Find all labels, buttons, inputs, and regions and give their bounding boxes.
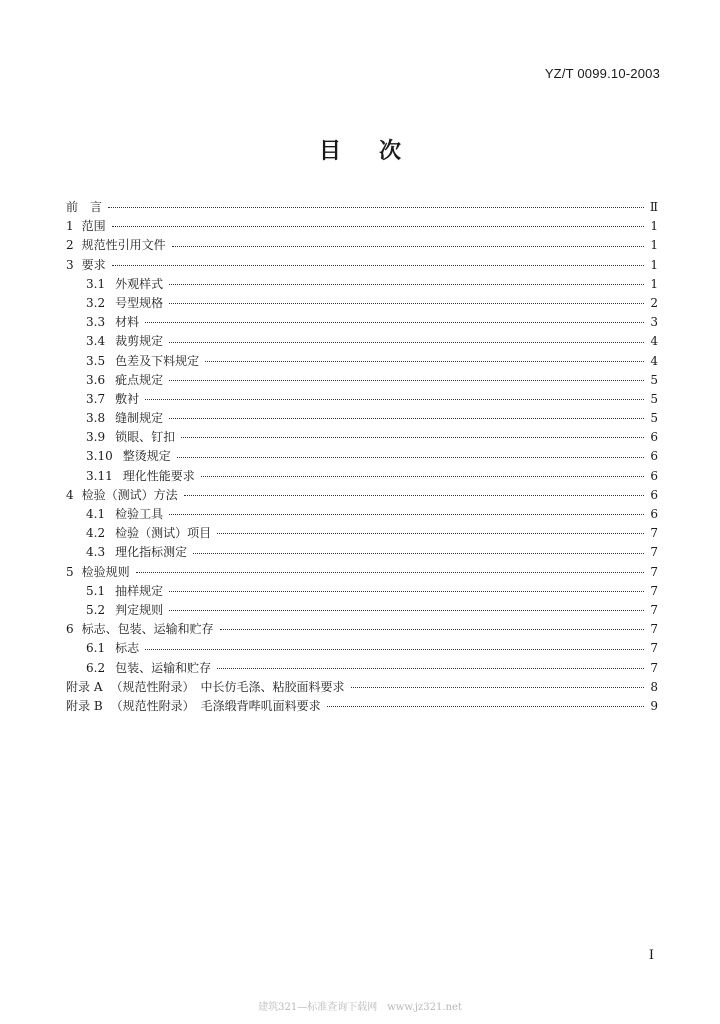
toc-entry[interactable] — [66, 467, 658, 486]
toc-dot-leader — [169, 591, 644, 592]
toc-entry[interactable] — [66, 582, 658, 601]
toc-entry-label: 理化指标测定 — [115, 545, 188, 560]
toc-entry-label: 范围 — [81, 219, 106, 234]
toc-entry-page: 7 — [650, 583, 658, 598]
toc-entry-number: 6 — [66, 622, 74, 637]
toc-entry[interactable] — [66, 409, 658, 428]
toc-entry-label: 判定规则 — [115, 602, 164, 617]
toc-entry-number: 3.9 — [86, 430, 106, 445]
standard-code: YZ/T 0099.10-2003 — [544, 66, 660, 81]
toc-entry-label: 要求 — [81, 257, 106, 272]
toc-entry-number: 5.2 — [86, 602, 106, 617]
toc-entry[interactable] — [66, 332, 658, 351]
toc-entry-label: 锁眼、钉扣 — [115, 430, 176, 445]
toc-entry-number: 3.2 — [86, 295, 106, 310]
toc-entry-page: 6 — [650, 430, 658, 445]
toc-dot-leader — [184, 495, 644, 496]
toc-dot-leader — [193, 553, 644, 554]
toc-dot-leader — [351, 687, 645, 688]
toc-entry-label: 色差及下料规定 — [115, 353, 200, 368]
toc-entry[interactable] — [66, 236, 658, 255]
toc-dot-leader — [136, 572, 644, 573]
toc-dot-leader — [169, 418, 644, 419]
toc-entry-number: 4.1 — [86, 507, 106, 521]
toc-dot-leader — [145, 322, 644, 323]
toc-entry-label: （规范性附录） 中长仿毛涤、粘胶面料要求 — [110, 679, 345, 694]
toc-entry-label: 检验工具 — [115, 507, 164, 521]
toc-entry-page: 7 — [650, 641, 658, 656]
toc-dot-leader — [217, 533, 644, 534]
toc-entry-label: 号型规格 — [115, 295, 164, 310]
toc-entry-label: 标志、包装、运输和贮存 — [81, 622, 214, 637]
toc-entry-number: 4.2 — [86, 526, 106, 541]
toc-entry-page: 7 — [650, 564, 658, 579]
toc-entry-page: 7 — [650, 545, 658, 560]
toc-entry-page: 6 — [650, 449, 658, 464]
toc-entry-number: 5 — [66, 564, 74, 579]
toc-dot-leader — [217, 668, 644, 669]
toc-entry-label: 检验（测试）项目 — [115, 526, 212, 541]
toc-entry-page: 1 — [650, 219, 658, 234]
toc-dot-leader — [169, 303, 644, 304]
toc-entry-number: 3.1 — [86, 276, 106, 291]
toc-entry-number: 3.6 — [86, 372, 106, 387]
toc-entry[interactable] — [66, 447, 658, 466]
toc-entry-page: 7 — [650, 526, 658, 541]
toc-entry-label: 检验规则 — [81, 564, 130, 579]
toc-entry[interactable] — [66, 678, 658, 697]
toc-entry[interactable] — [66, 352, 658, 371]
toc-dot-leader — [169, 342, 644, 343]
toc-entry-label: 检验（测试）方法 — [81, 487, 178, 502]
toc-entry-label: 外观样式 — [115, 276, 164, 291]
toc-entry[interactable] — [66, 486, 658, 505]
toc-dot-leader — [220, 629, 644, 630]
toc-entry-label: 敷衬 — [115, 391, 140, 406]
toc-entry-page: 5 — [650, 411, 658, 426]
toc-entry-page: 6 — [650, 468, 658, 483]
toc-entry-page: 4 — [650, 334, 658, 349]
toc-entry-number: 3.4 — [86, 334, 106, 349]
toc-entry-number: 2 — [66, 238, 74, 253]
toc-entry-number: 3 — [66, 257, 74, 272]
toc-entry-label: 理化性能要求 — [122, 468, 195, 483]
toc-entry[interactable] — [66, 390, 658, 409]
page-number: I — [648, 948, 654, 963]
toc-entry-page: 6 — [650, 487, 658, 502]
toc-entry-label: 缝制规定 — [115, 411, 164, 426]
toc-entry-label: 整烫规定 — [122, 449, 171, 464]
toc-entry-label: 规范性引用文件 — [81, 238, 166, 253]
toc-dot-leader — [108, 207, 644, 208]
toc-entry-label: 包装、运输和贮存 — [115, 660, 212, 675]
toc-entry-label: 疵点规定 — [115, 372, 164, 387]
toc-dot-leader — [169, 514, 644, 515]
toc-entry-label: （规范性附录） 毛涤缎背哔叽面料要求 — [110, 698, 321, 713]
toc-dot-leader — [145, 399, 644, 400]
toc-entry-number: 5.1 — [86, 583, 106, 598]
toc-dot-leader — [112, 226, 644, 227]
toc-entry[interactable] — [66, 543, 658, 562]
toc-entry-number: 附录 A — [66, 679, 103, 694]
toc-entry[interactable] — [66, 601, 658, 620]
toc-entry[interactable] — [66, 639, 658, 658]
page-title: 目次 — [318, 139, 439, 164]
toc-dot-leader — [177, 457, 644, 458]
toc-entry[interactable] — [66, 256, 658, 275]
watermark: 建筑321—标准查询下载网 www.jz321.net — [258, 1002, 462, 1013]
toc-dot-leader — [201, 476, 644, 477]
toc-entry-label: 抽样规定 — [115, 583, 164, 598]
toc-entry-number: 3.3 — [86, 315, 106, 330]
toc-entry-number: 3.11 — [86, 468, 113, 483]
toc-entry-page: Ⅱ — [649, 200, 658, 214]
toc-entry-page: 7 — [650, 602, 658, 617]
toc-dot-leader — [112, 265, 644, 266]
toc-dot-leader — [172, 246, 644, 247]
toc-entry[interactable] — [66, 275, 658, 294]
toc-dot-leader — [205, 361, 644, 362]
toc-entry-page: 8 — [650, 679, 658, 694]
toc-entry-page: 1 — [650, 276, 658, 291]
toc-dot-leader — [169, 284, 644, 285]
toc-entry-page: 9 — [650, 698, 658, 713]
toc-dot-leader — [169, 610, 644, 611]
toc-entry-page: 1 — [650, 238, 658, 253]
toc-entry-page: 7 — [650, 622, 658, 637]
toc-entry[interactable] — [66, 505, 658, 524]
toc-entry-number: 6.2 — [86, 660, 106, 675]
toc-dot-leader — [169, 380, 644, 381]
toc-dot-leader — [327, 706, 644, 707]
toc-entry-label: 材料 — [115, 315, 140, 330]
toc-entry-page: 1 — [650, 257, 658, 272]
toc-entry-page: 7 — [650, 660, 658, 675]
toc-dot-leader — [181, 437, 644, 438]
toc-entry-page: 3 — [650, 315, 658, 330]
toc-entry-number: 3.7 — [86, 391, 106, 406]
toc-entry[interactable] — [66, 659, 658, 678]
toc-entry-page: 2 — [650, 295, 658, 310]
toc-entry-page: 5 — [650, 372, 658, 387]
toc-entry[interactable] — [66, 524, 658, 543]
toc-entry[interactable] — [66, 371, 658, 390]
toc-entry-number: 3.10 — [86, 449, 113, 464]
toc-entry-number: 4 — [66, 487, 74, 502]
toc-entry-page: 6 — [650, 507, 658, 521]
toc-entry[interactable] — [66, 313, 658, 332]
toc-entry[interactable] — [66, 428, 658, 447]
toc-dot-leader — [145, 649, 644, 650]
toc-entry[interactable] — [66, 697, 658, 716]
toc-entry[interactable] — [66, 620, 658, 639]
toc-entry-label: 前 言 — [66, 200, 103, 214]
toc-entry-label: 裁剪规定 — [115, 334, 164, 349]
toc-entry-number: 1 — [66, 219, 74, 234]
toc-entry[interactable] — [66, 198, 658, 217]
toc-entry-label: 标志 — [115, 641, 140, 656]
toc-entry-number: 3.5 — [86, 353, 106, 368]
table-of-contents — [66, 198, 658, 716]
toc-entry[interactable] — [66, 294, 658, 313]
toc-entry[interactable] — [66, 217, 658, 236]
toc-entry-number: 附录 B — [66, 698, 103, 713]
toc-entry-page: 5 — [650, 391, 658, 406]
toc-entry-number: 6.1 — [86, 641, 106, 656]
toc-entry[interactable] — [66, 563, 658, 582]
toc-entry-page: 4 — [650, 353, 658, 368]
toc-entry-number: 3.8 — [86, 411, 106, 426]
toc-entry-number: 4.3 — [86, 545, 106, 560]
